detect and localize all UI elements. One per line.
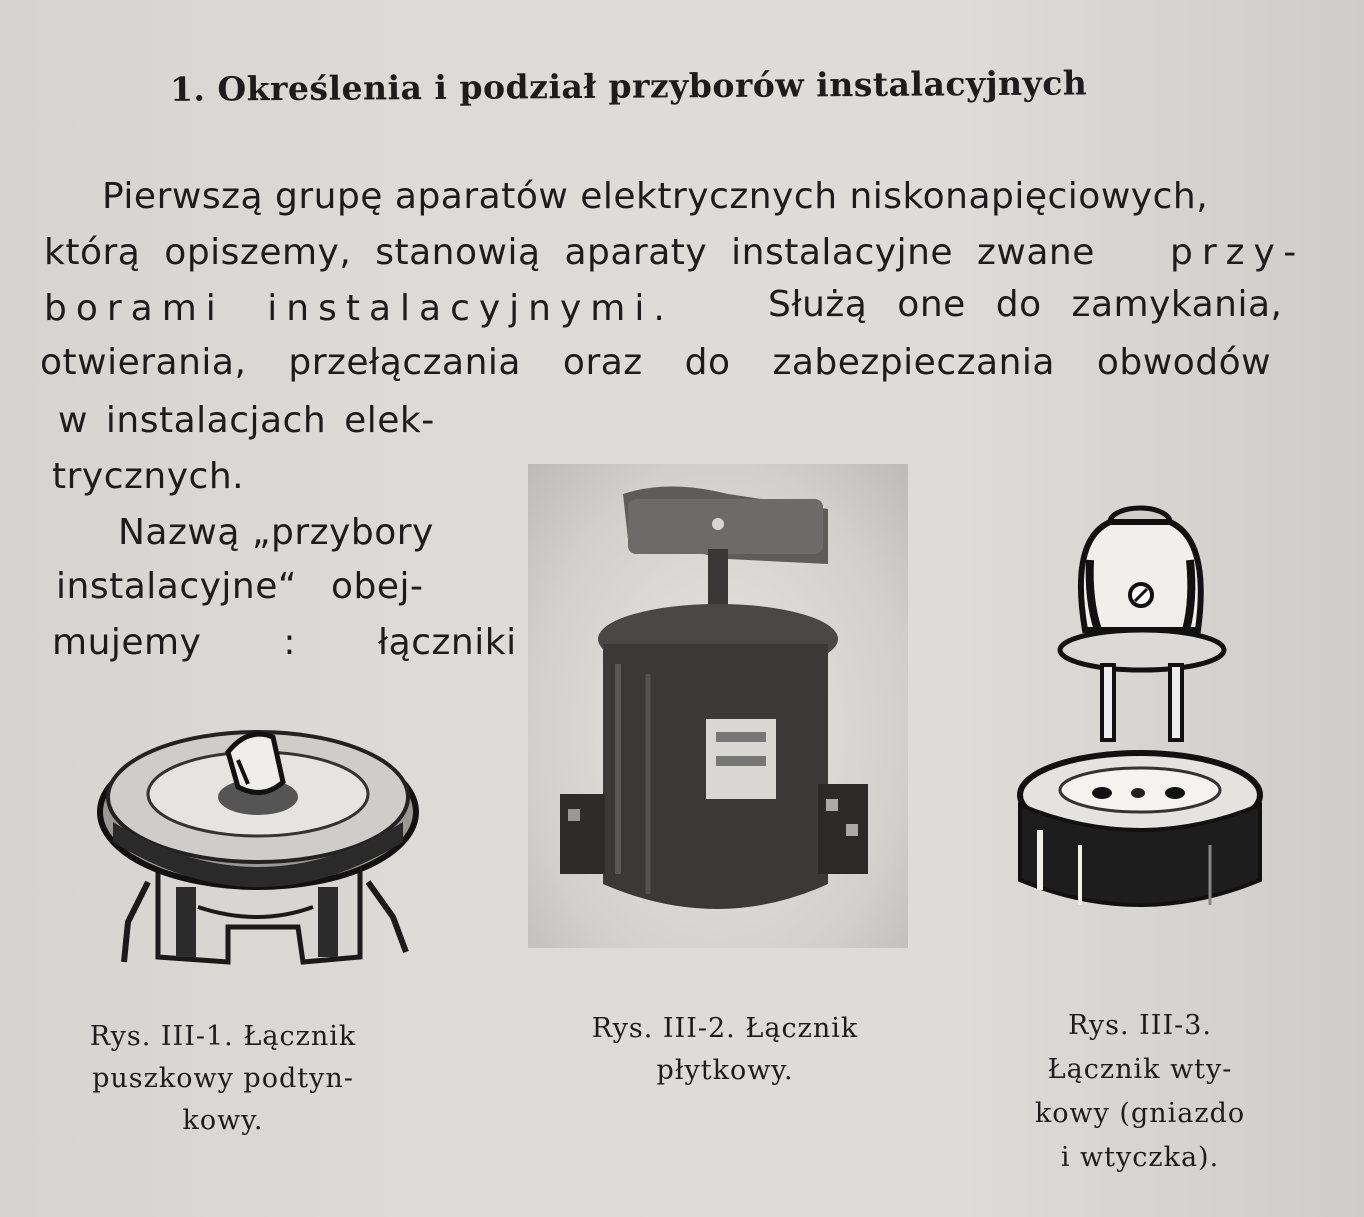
paragraph-line: instalacyjne“ obej- — [56, 566, 424, 607]
caption-line: kowy (gniazdo — [1034, 1098, 1246, 1129]
paragraph-line: przy- — [1170, 232, 1306, 273]
paragraph-line: otwierania, przełączania oraz do zabezpieczania obwodów — [40, 342, 1272, 383]
paragraph-line: Służą one do zamykania, — [768, 284, 1283, 325]
figure-iii-1-caption — [58, 1016, 388, 1142]
figure-iii-3-caption — [990, 1004, 1290, 1180]
caption-line: Rys. III-2. Łącznik — [591, 1013, 859, 1044]
caption-line: i wtyczka). — [1060, 1142, 1220, 1173]
packet-switch-image — [528, 464, 908, 948]
figure-iii-2-photo — [528, 464, 908, 948]
paragraph-line: mujemy : łączniki — [52, 622, 517, 663]
caption-line: kowy. — [182, 1105, 264, 1136]
caption-line: Łącznik wty- — [1047, 1054, 1233, 1085]
paragraph-line: Pierwszą grupę aparatów elektrycznych niskonapięciowych, — [102, 176, 1209, 217]
caption-line: Rys. III-1. Łącznik — [89, 1021, 357, 1052]
paragraph-line: trycznych. — [52, 456, 245, 497]
caption-line: puszkowy podtyn- — [92, 1063, 354, 1094]
caption-line: Rys. III-3. — [1067, 1010, 1212, 1041]
figure-iii-3-illustration — [1010, 500, 1270, 920]
figure-iii-1-illustration — [88, 712, 428, 972]
caption-line: płytkowy. — [656, 1055, 794, 1086]
paragraph-line: Nazwą „przybory — [118, 512, 434, 553]
figure-iii-2-caption — [560, 1008, 890, 1092]
paragraph-line: borami instalacyjnymi. — [44, 288, 674, 329]
paragraph-line: którą opiszemy, stanowią aparaty instalacyjne zwane — [44, 232, 1095, 273]
section-heading: 1. Określenia i podział przyborów instalacyjnych — [169, 63, 1088, 109]
paragraph-line: w instalacjach elek- — [58, 400, 435, 441]
